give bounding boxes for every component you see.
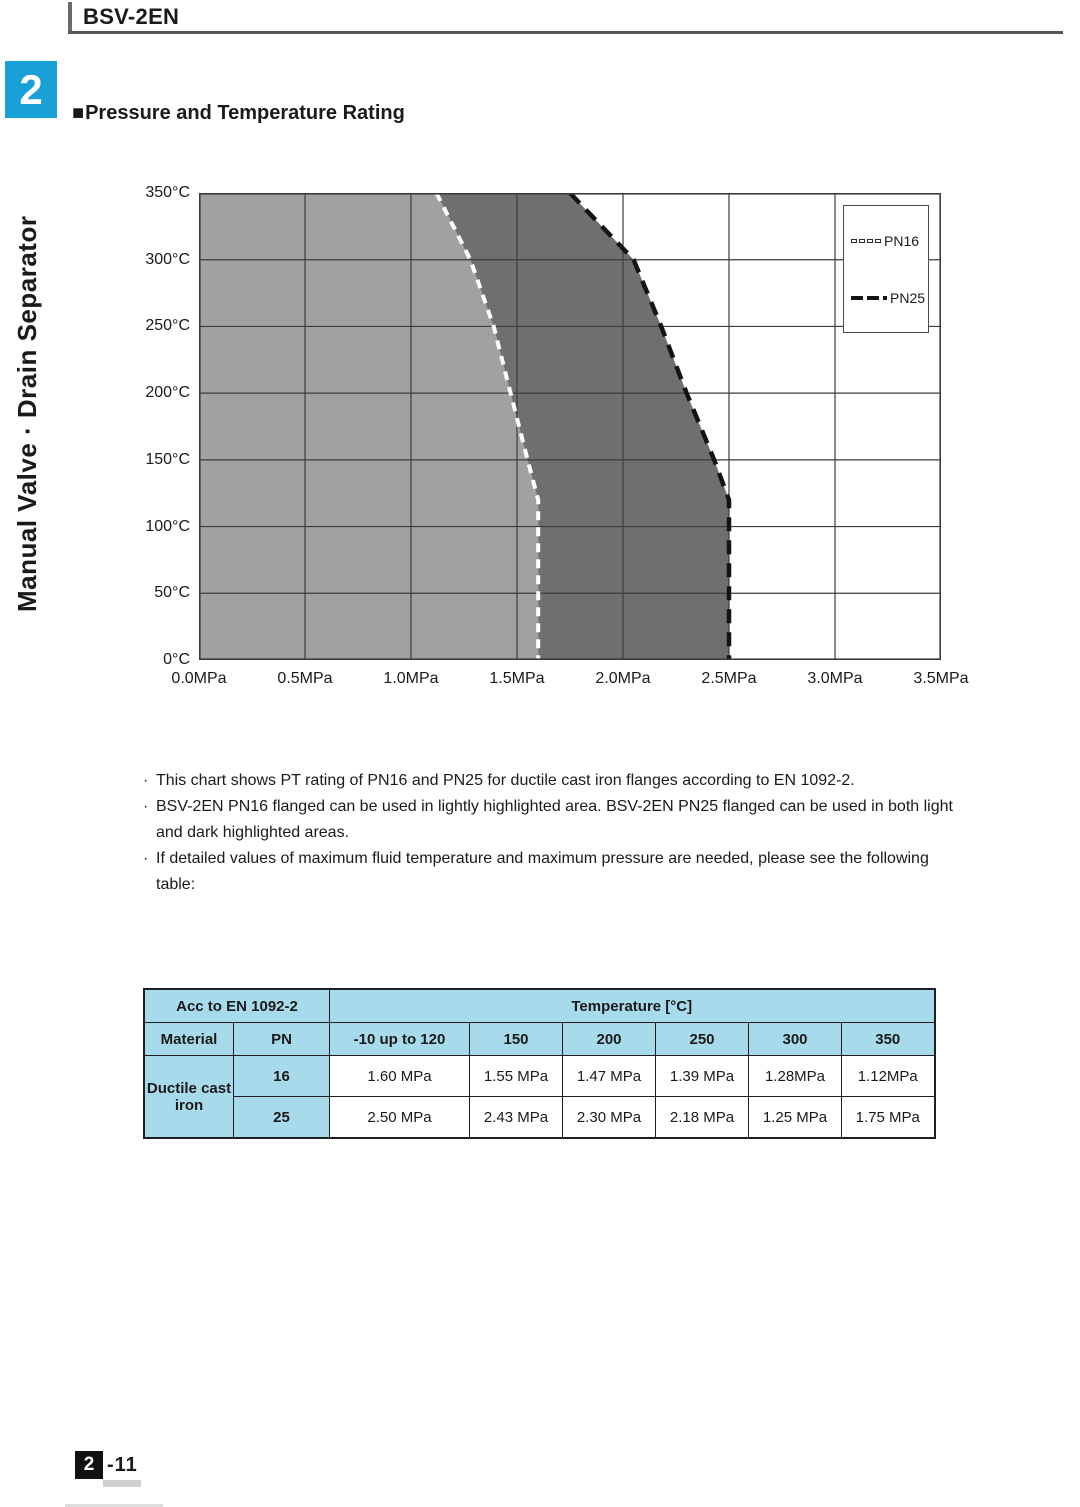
page-suffix: -11 (107, 1453, 138, 1476)
y-axis-tick: 250°C (145, 317, 190, 334)
legend-label: PN16 (884, 232, 920, 249)
cell-value: 1.60 MPa (330, 1056, 470, 1097)
cell-pn: 25 (234, 1097, 330, 1139)
y-axis-tick: 150°C (145, 451, 190, 468)
x-axis-tick: 0.5MPa (277, 670, 333, 687)
cell-value: 1.12MPa (842, 1056, 935, 1097)
cell-value: 1.55 MPa (470, 1056, 563, 1097)
header-acc-en: Acc to EN 1092-2 (144, 989, 330, 1023)
x-axis-tick: 2.0MPa (595, 670, 651, 687)
note-text: If detailed values of maximum fluid temperature and maximum pressure are needed, please see the following table: (156, 850, 929, 893)
note-text: This chart shows PT rating of PN16 and PN25 for ductile cast iron flanges according to EN 1092-2. (156, 772, 855, 789)
chart-legend (843, 205, 929, 333)
bullet-icon: · (143, 798, 149, 815)
legend-entry-pn25 (851, 290, 925, 306)
cell-pn: 16 (234, 1056, 330, 1097)
cell-value: 2.50 MPa (330, 1097, 470, 1139)
legend-label: PN25 (890, 289, 926, 306)
x-axis-tick: 3.0MPa (807, 670, 863, 687)
col-header-temp-250: 250 (656, 1023, 749, 1056)
note-text: BSV-2EN PN16 flanged can be used in lightly highlighted area. BSV-2EN PN25 flanged can be used in both light and dark highlighted areas. (156, 798, 953, 841)
y-axis-tick: 0°C (163, 651, 190, 668)
section-title-text: Pressure and Temperature Rating (85, 102, 405, 124)
cell-value: 1.28MPa (749, 1056, 842, 1097)
page-number (75, 1451, 138, 1479)
legend-entry-pn16 (851, 233, 919, 249)
cell-value: 2.18 MPa (656, 1097, 749, 1139)
cell-value: 1.47 MPa (563, 1056, 656, 1097)
notes (143, 768, 965, 898)
cell-value: 2.43 MPa (470, 1097, 563, 1139)
y-axis-tick: 200°C (145, 384, 190, 401)
y-axis-tick: 300°C (145, 251, 190, 268)
table-row-pn25 (144, 1097, 935, 1139)
header-temperature: Temperature [°C] (330, 989, 935, 1023)
bullet-icon: · (143, 772, 149, 789)
pn25-dashed-line-icon (851, 296, 887, 300)
y-axis-tick: 350°C (145, 184, 190, 201)
col-header-temp-300: 300 (749, 1023, 842, 1056)
x-axis-tick: 1.0MPa (383, 670, 439, 687)
cell-value: 1.25 MPa (749, 1097, 842, 1139)
doc-code: BSV-2EN (68, 2, 179, 33)
cell-value: 1.39 MPa (656, 1056, 749, 1097)
table-column-header-row (144, 1023, 935, 1056)
col-header-temp-120: -10 up to 120 (330, 1023, 470, 1056)
col-header-temp-350: 350 (842, 1023, 935, 1056)
section-title (72, 102, 405, 125)
pt-rating-table (143, 988, 936, 1139)
y-axis-tick: 100°C (145, 518, 190, 535)
bullet-icon: · (143, 850, 149, 867)
note-item (143, 846, 965, 898)
next-page-fragment (103, 1480, 141, 1487)
cell-material: Ductile cast iron (144, 1056, 234, 1139)
table-group-header-row (144, 989, 935, 1023)
x-axis-tick: 0.0MPa (171, 670, 227, 687)
sidebar-category-label: Manual Valve · Drain Separator (12, 215, 42, 612)
cell-value: 1.75 MPa (842, 1097, 935, 1139)
x-axis-tick: 1.5MPa (489, 670, 545, 687)
col-header-temp-150: 150 (470, 1023, 563, 1056)
x-axis-tick: 2.5MPa (701, 670, 757, 687)
header-rule (68, 31, 1063, 34)
chapter-badge: 2 (75, 1451, 103, 1479)
chapter-tab: 2 (5, 61, 57, 118)
section-square-icon: ■ (72, 102, 85, 124)
y-axis-tick: 50°C (154, 584, 190, 601)
pn16-dotted-line-icon (851, 239, 881, 243)
x-axis-tick: 3.5MPa (913, 670, 969, 687)
col-header-material: Material (144, 1023, 234, 1056)
note-item (143, 768, 965, 794)
table-row-pn16 (144, 1056, 935, 1097)
note-item (143, 794, 965, 846)
cell-value: 2.30 MPa (563, 1097, 656, 1139)
col-header-temp-200: 200 (563, 1023, 656, 1056)
col-header-pn: PN (234, 1023, 330, 1056)
pt-rating-chart (199, 193, 941, 660)
